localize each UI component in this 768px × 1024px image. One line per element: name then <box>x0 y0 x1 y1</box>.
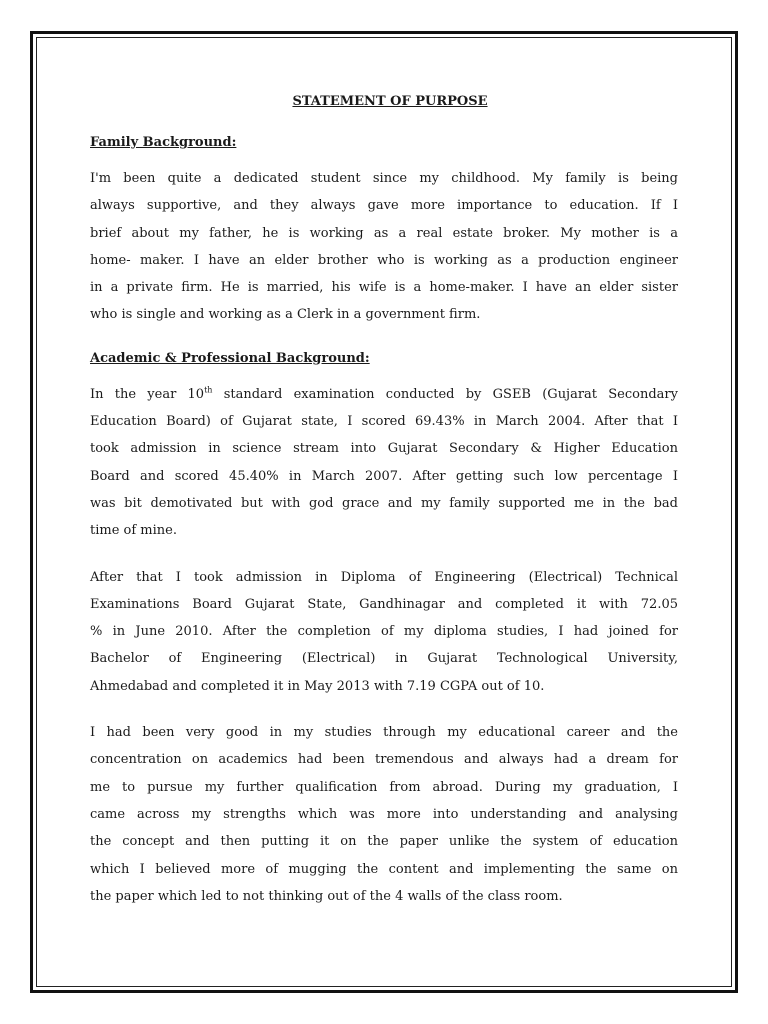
text-line: which I believed more of mugging the content and implementing the same on <box>90 861 678 877</box>
text-line: I had been very good in my studies through my educational career and the <box>90 725 678 741</box>
text-line: time of mine. <box>90 523 177 539</box>
text-line: home- maker. I have an elder brother who is working as a production engineer <box>90 252 678 268</box>
document-body <box>90 91 678 910</box>
line-text: standard examination conducted by GSEB (Gujarat Secondary <box>212 386 678 402</box>
section-heading: Academic & Professional Background: <box>90 350 370 366</box>
text-line: took admission in science stream into Gujarat Secondary & Higher Education <box>90 441 678 457</box>
paragraph <box>90 165 678 329</box>
text-line: came across my strengths which was more into understanding and analysing <box>90 806 678 822</box>
text-line: the paper which led to not thinking out of the 4 walls of the class room. <box>90 888 563 904</box>
text-line: Education Board) of Gujarat state, I scored 69.43% in March 2004. After that I <box>90 414 678 430</box>
text-line: who is single and working as a Clerk in a government firm. <box>90 307 481 323</box>
text-line: Board and scored 45.40% in March 2007. After getting such low percentage I <box>90 468 678 484</box>
section-heading: Family Background: <box>90 135 237 150</box>
text-line: Bachelor of Engineering (Electrical) in Gujarat Technological University, <box>90 651 678 667</box>
text-line: Examinations Board Gujarat State, Gandhinagar and completed it with 72.05 <box>90 596 678 612</box>
paragraph <box>90 381 678 545</box>
text-line: in a private firm. He is married, his wife is a home-maker. I have an elder sister <box>90 280 678 296</box>
text-line: After that I took admission in Diploma of Engineering (Electrical) Technical <box>90 569 678 585</box>
text-line: concentration on academics had been tremendous and always had a dream for <box>90 752 678 768</box>
text-line: I'm been quite a dedicated student since my childhood. My family is being <box>90 171 678 186</box>
text-line <box>90 381 678 408</box>
document-title: STATEMENT OF PURPOSE <box>292 94 488 109</box>
text-line: me to pursue my further qualification from abroad. During my graduation, I <box>90 779 678 795</box>
paragraph <box>90 719 678 910</box>
line-text: In the year 10 <box>90 386 205 402</box>
section <box>90 132 678 329</box>
text-line: Ahmedabad and completed it in May 2013 with 7.19 CGPA out of 10. <box>90 678 545 694</box>
text-line: % in June 2010. After the completion of my diploma studies, I had joined for <box>90 624 678 640</box>
text-line: the concept and then putting it on the paper unlike the system of education <box>90 834 678 850</box>
paragraph <box>90 564 678 700</box>
text-line: always supportive, and they always gave more importance to education. If I <box>90 198 678 214</box>
section <box>90 348 678 910</box>
text-line: was bit demotivated but with god grace and my family supported me in the bad <box>90 495 678 511</box>
text-line: brief about my father, he is working as a real estate broker. My mother is a <box>90 225 678 241</box>
superscript: th <box>204 385 213 395</box>
